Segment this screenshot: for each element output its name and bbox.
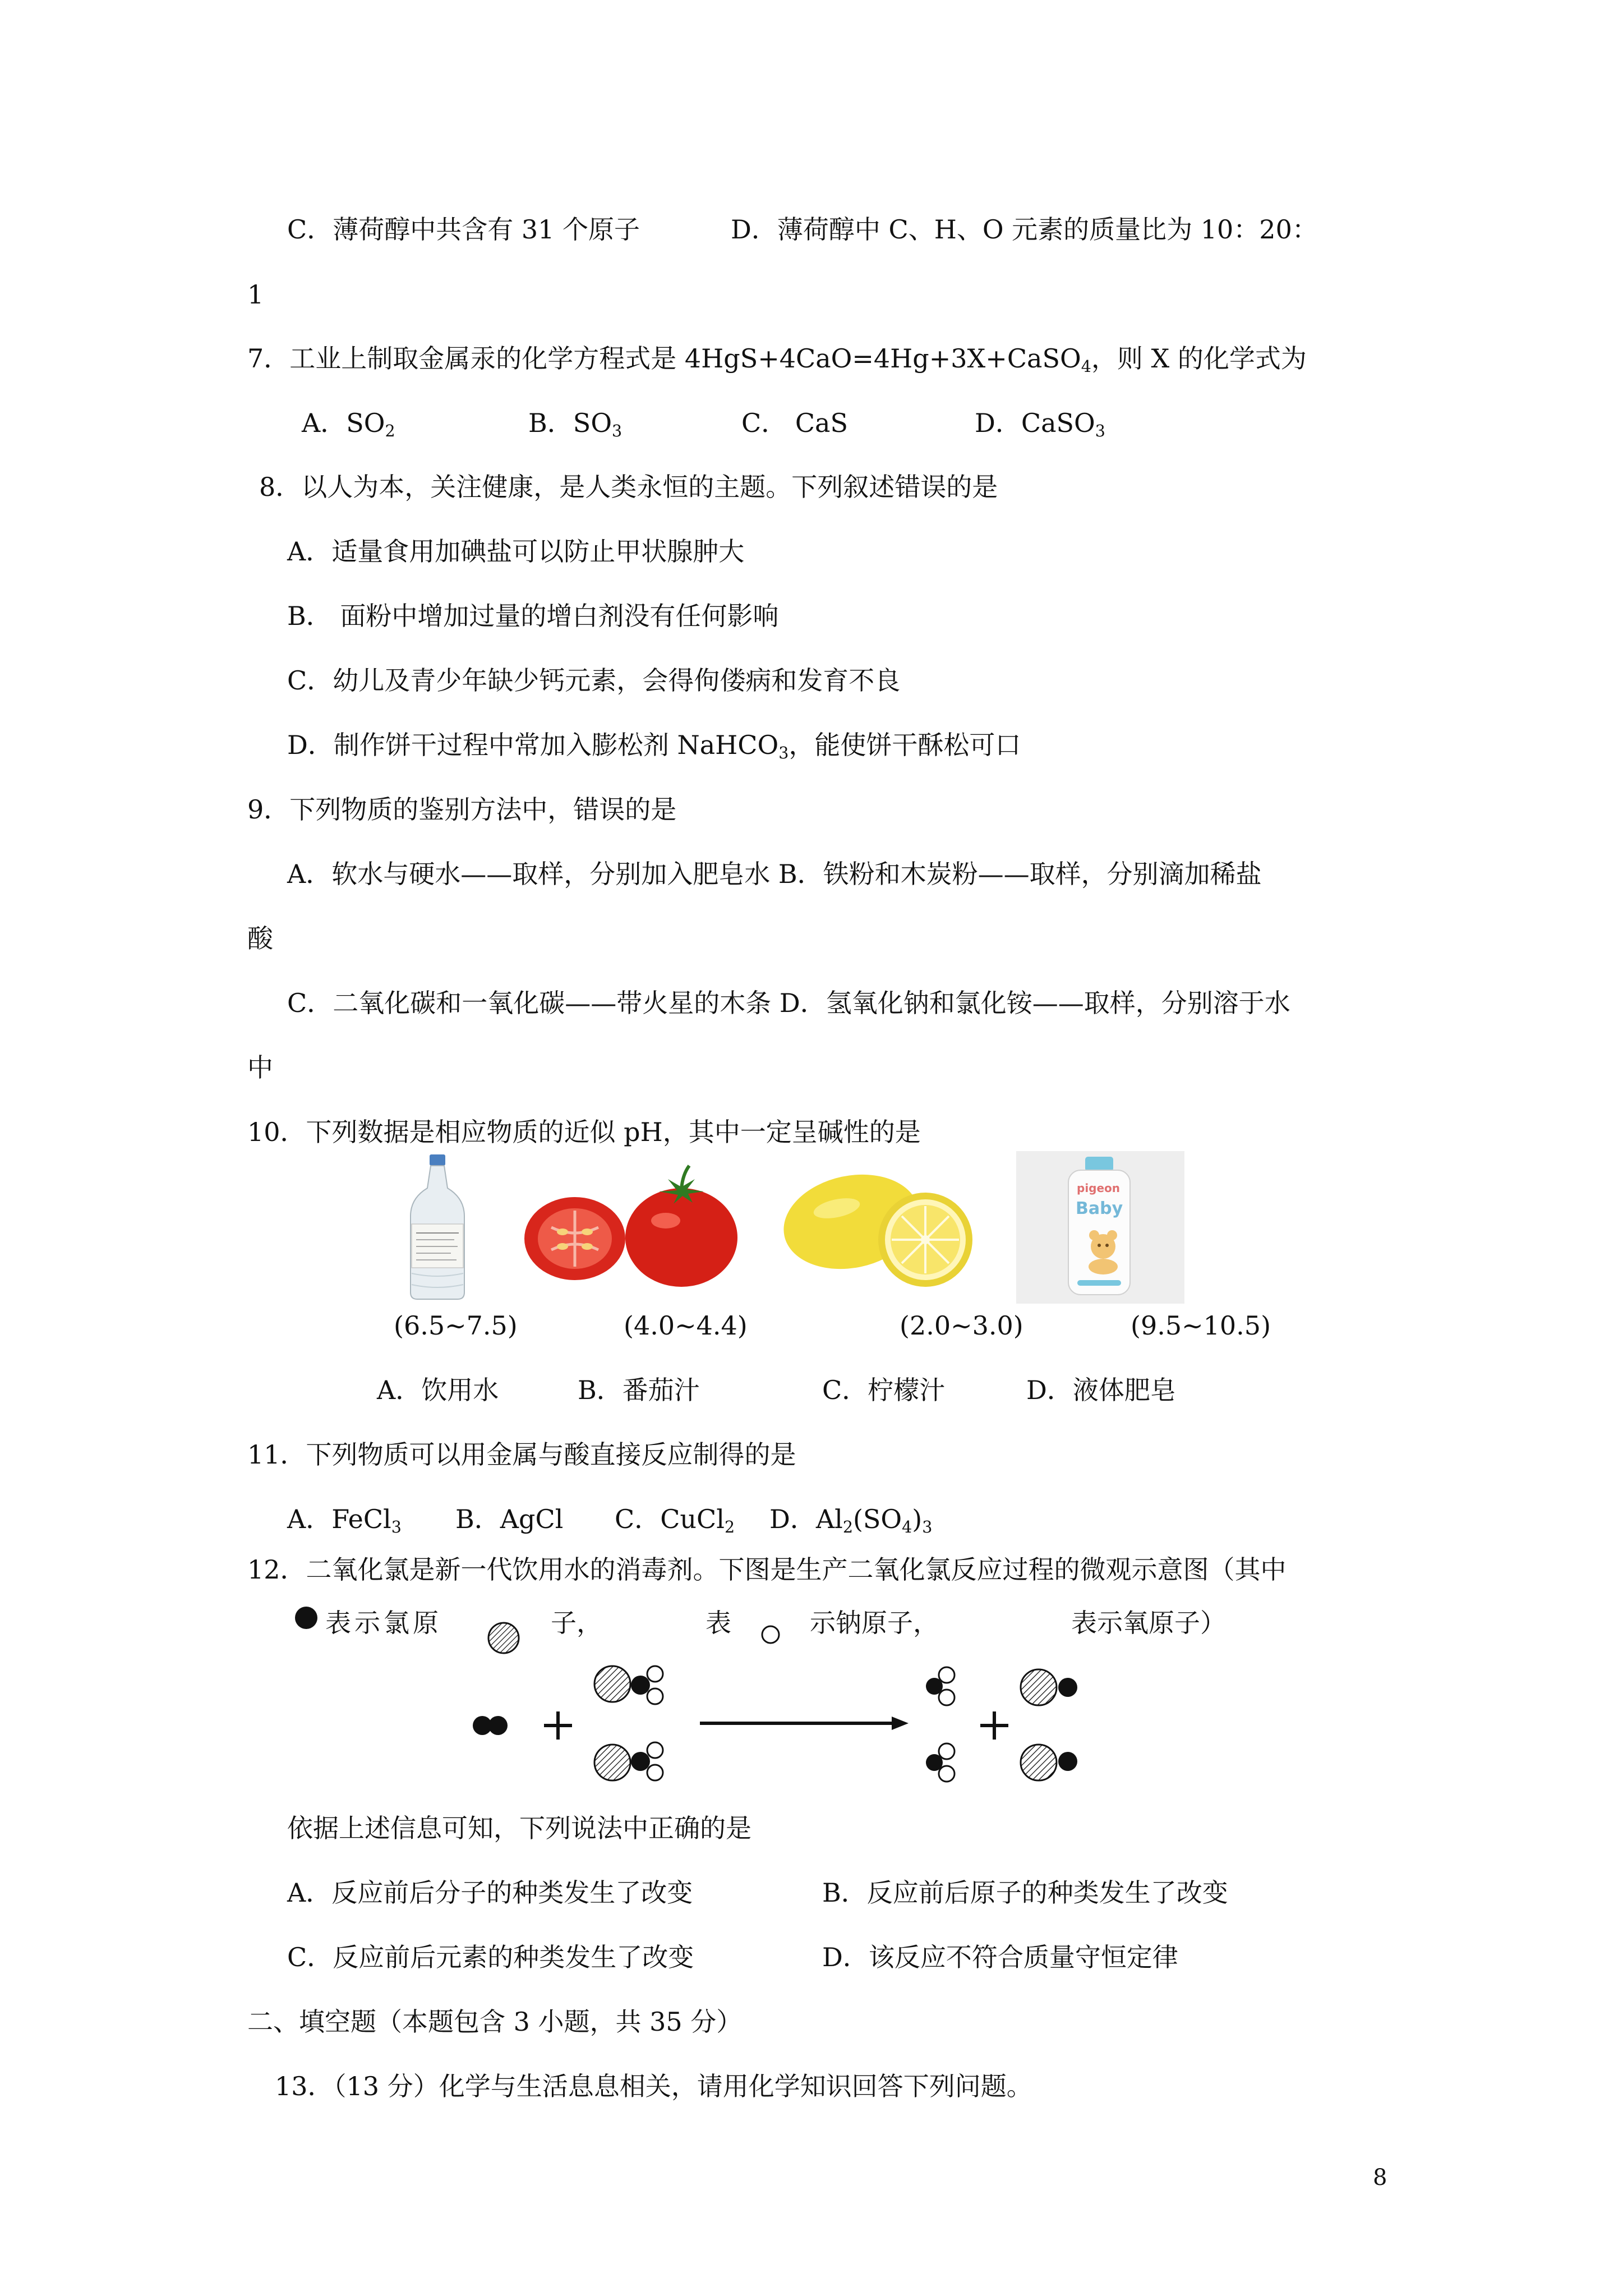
q10-option-d: D．液体肥皂: [1026, 1375, 1176, 1405]
q6-option-d-continued: 1: [247, 279, 264, 310]
q7-option-a: A．$SO_2$: [302, 408, 395, 440]
q11-option-d: D．$Al_2(SO_4)_3$: [769, 1504, 933, 1536]
q8-option-a: A．适量食用加碘盐可以防止甲状腺肿大: [287, 536, 745, 567]
section-2-heading: 二、填空题（本题包含 3 小题，共 35 分）: [247, 2007, 743, 2037]
q12-option-a: A．反应前后分子的种类发生了改变: [287, 1878, 693, 1908]
legend-text-biao: 表: [706, 1608, 731, 1638]
sodium-chlorite-molecule-1: [594, 1666, 663, 1704]
q13-stem: 13．（13 分）化学与生活息息相关，请用化学知识回答下列问题。: [275, 2071, 1032, 2101]
chlorine-dioxide-molecule-2: [926, 1743, 955, 1782]
legend-text-zi: 子，: [551, 1608, 602, 1638]
q10-option-c: C．柠檬汁: [822, 1375, 946, 1405]
legend-text-chlorine: 表示氯原: [325, 1608, 442, 1638]
tomato-image: [519, 1154, 743, 1289]
q8-option-d: D．制作饼干过程中常加入膨松剂 NaHCO$_3$，能使饼干酥松可口: [287, 730, 1021, 762]
q11-stem: 11．下列物质可以用金属与酸直接反应制得的是: [247, 1439, 796, 1470]
q11-option-b: B．AgCl: [455, 1504, 564, 1534]
liquid-soap-bottle: [1063, 1157, 1136, 1297]
chlorine-molecule: [473, 1716, 508, 1735]
soap-brand-text: pigeon: [1077, 1181, 1121, 1195]
sodium-atom-legend-icon: [487, 1621, 520, 1655]
water-bottle-image: [404, 1154, 471, 1300]
q7-stem: 7．工业上制取金属汞的化学方程式是 4HgS+4CaO=4Hg+3X+CaSO$_4$，则 X 的化学式为: [247, 343, 1307, 376]
q12-option-b: B．反应前后原子的种类发生了改变: [822, 1878, 1228, 1908]
chlorine-atom-legend-icon: [294, 1605, 319, 1630]
q12-option-d: D．该反应不符合质量守恒定律: [822, 1942, 1178, 1972]
q9-stem: 9．下列物质的鉴别方法中，错误的是: [247, 794, 677, 825]
q10-option-a: A．饮用水: [377, 1375, 499, 1405]
q8-option-c: C．幼儿及青少年缺少钙元素，会得佝偻病和发育不良: [287, 665, 901, 696]
q12-intro: 依据上述信息可知，下列说法中正确的是: [287, 1813, 751, 1843]
q7-option-c: C． CaS: [741, 408, 848, 438]
lemon-image: [778, 1166, 992, 1289]
ph-tomato: (4.0~4.4): [624, 1310, 748, 1341]
ph-soap: (9.5~10.5): [1131, 1310, 1271, 1341]
q12-stem: 12．二氧化氯是新一代饮用水的消毒剂。下图是生产二氧化氯反应过程的微观示意图（其中: [247, 1554, 1287, 1585]
q7-option-b: B．$SO_3$: [528, 408, 623, 440]
ph-lemon: (2.0~3.0): [900, 1310, 1023, 1341]
reaction-diagram: [465, 1655, 1099, 1795]
q12-option-c: C．反应前后元素的种类发生了改变: [287, 1942, 694, 1972]
oxygen-atom-legend-icon: [759, 1623, 782, 1646]
q11-option-c: C．CuCl$_2$: [615, 1504, 735, 1536]
sodium-chloride-molecule-2: [1021, 1745, 1077, 1780]
q6-option-c: C．薄荷醇中共含有 31 个原子: [287, 214, 640, 245]
q10-stem: 10．下列数据是相应物质的近似 pH，其中一定呈碱性的是: [247, 1117, 921, 1147]
q9-options-ab-continued: 酸: [247, 923, 273, 954]
ph-water: (6.5~7.5): [394, 1310, 518, 1341]
q8-stem: 8．以人为本，关注健康，是人类永恒的主题。下列叙述错误的是: [259, 472, 998, 502]
sodium-chlorite-molecule-2: [594, 1742, 663, 1780]
legend-text-sodium: 示钠原子，: [810, 1608, 939, 1638]
sodium-chloride-molecule-1: [1021, 1669, 1077, 1705]
q9-options-cd: C．二氧化碳和一氧化碳——带火星的木条 D．氢氧化钠和氯化铵——取样，分别溶于水: [287, 988, 1290, 1018]
chlorine-dioxide-molecule-1: [926, 1667, 955, 1705]
q9-options-ab: A．软水与硬水——取样，分别加入肥皂水 B．铁粉和木炭粉——取样，分别滴加稀盐: [287, 859, 1262, 889]
q10-option-b: B．番茄汁: [578, 1375, 700, 1405]
q11-option-a: A．FeCl$_3$: [287, 1504, 402, 1536]
soap-label-text: Baby: [1076, 1199, 1123, 1218]
q8-option-b: B． 面粉中增加过量的增白剂没有任何影响: [287, 601, 779, 631]
q6-option-d: D．薄荷醇中 C、H、O 元素的质量比为 10：20：: [731, 214, 1318, 245]
q7-option-d: D．CaSO$_3$: [975, 408, 1105, 440]
q9-options-cd-continued: 中: [247, 1052, 273, 1083]
page-number: 8: [1373, 2165, 1387, 2191]
legend-text-oxygen: 表示氧原子）: [1071, 1608, 1226, 1638]
